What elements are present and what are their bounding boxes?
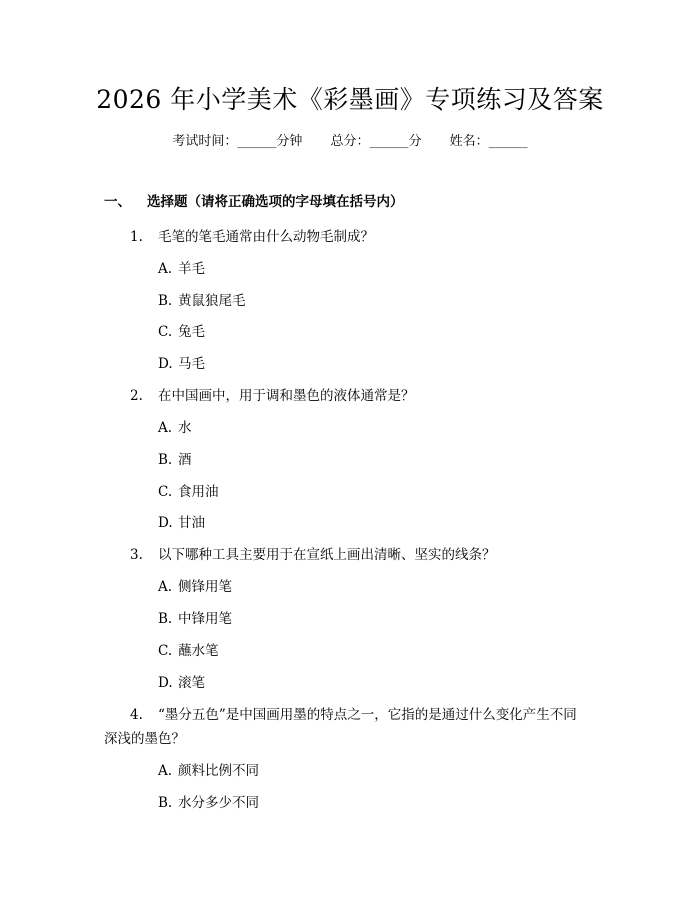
question-number: 4. bbox=[130, 707, 143, 723]
option-1c: C. 兔毛 bbox=[158, 324, 205, 340]
section-heading bbox=[104, 190, 404, 210]
exam-score: 总分：______分 bbox=[330, 134, 422, 149]
option-3d: D. 滚笔 bbox=[158, 675, 205, 691]
option-4b: B. 水分多少不同 bbox=[158, 795, 259, 811]
question-text: 毛笔的笔毛通常由什么动物毛制成？ bbox=[158, 229, 374, 245]
option-1a: A. 羊毛 bbox=[158, 261, 205, 277]
option-2d: D. 甘油 bbox=[158, 515, 205, 531]
question-3 bbox=[130, 543, 496, 563]
question-text-line1: “墨分五色”是中国画用墨的特点之一，它指的是通过什么变化产生不同 bbox=[158, 707, 577, 723]
question-number: 3. bbox=[130, 547, 143, 563]
document-title: 2026 年小学美术《彩墨画》专项练习及答案 bbox=[96, 85, 604, 114]
student-name: 姓名：______ bbox=[449, 134, 528, 149]
question-number: 1. bbox=[130, 229, 143, 245]
section-number: 一、 bbox=[104, 194, 131, 210]
exam-meta bbox=[0, 130, 700, 149]
option-3a: A. 侧锋用笔 bbox=[158, 579, 232, 595]
question-number: 2. bbox=[130, 388, 143, 404]
question-4-continued: 深浅的墨色？ bbox=[104, 731, 185, 747]
question-text: 以下哪种工具主要用于在宣纸上画出清晰、坚实的线条？ bbox=[158, 547, 496, 563]
option-3c: C. 蘸水笔 bbox=[158, 643, 219, 659]
option-2b: B. 酒 bbox=[158, 452, 192, 468]
question-1 bbox=[130, 225, 374, 245]
option-2c: C. 食用油 bbox=[158, 484, 219, 500]
question-text: 在中国画中，用于调和墨色的液体通常是？ bbox=[158, 388, 415, 404]
option-4a: A. 颜料比例不同 bbox=[158, 763, 259, 779]
section-title: 选择题（请将正确选项的字母填在括号内） bbox=[147, 194, 404, 210]
question-4 bbox=[130, 703, 577, 723]
question-2 bbox=[130, 384, 415, 404]
exam-time: 考试时间：______分钟 bbox=[172, 134, 303, 149]
option-3b: B. 中锋用笔 bbox=[158, 611, 232, 627]
option-1d: D. 马毛 bbox=[158, 356, 205, 372]
option-2a: A. 水 bbox=[158, 420, 192, 436]
option-1b: B. 黄鼠狼尾毛 bbox=[158, 293, 246, 309]
